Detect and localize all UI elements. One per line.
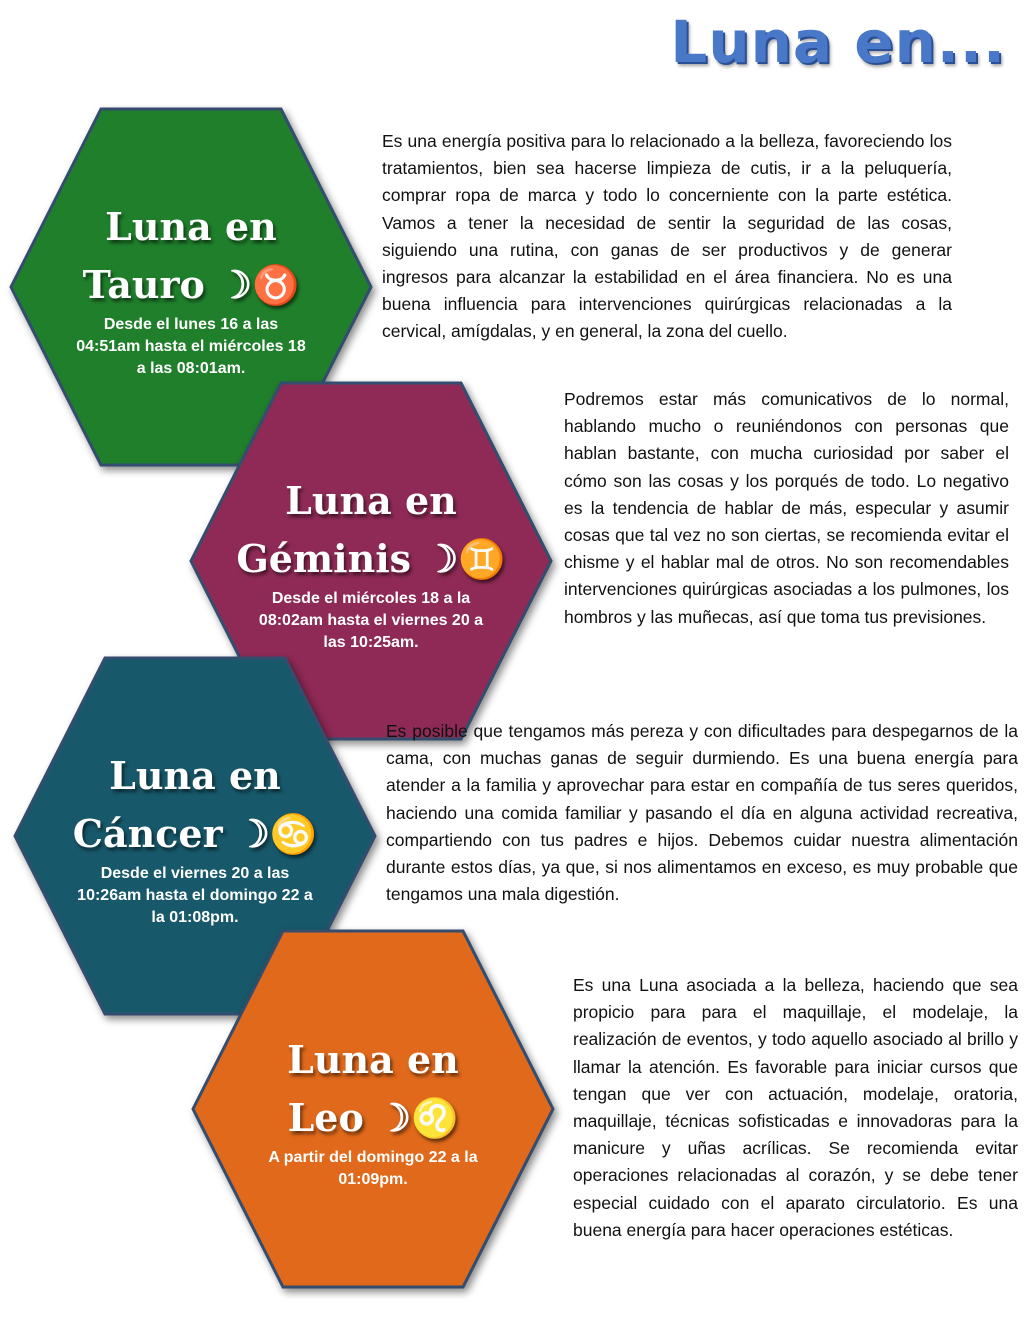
section-title-leo [287,1027,459,1147]
title-line-2: Tauro ☽♉ [82,262,300,307]
description-cancer: Es posible que tengamos más pereza y con dificultades para despegarnos de la cama, con muchas ganas de seguir durmiendo. Es una buena energía para atender a la familia y aprovechar para estar en compañía de tus seres queridos, haciendo una comida familiar y pasando el día en alguna actividad recreativa, compartiendo con tus padres e hijos. Debemos cuidar nuestra alimentación durante estos días, ya que, si nos alimentamos en exceso, es muy probable que tengamos una mala digestión. [386,721,1018,905]
title-line-2: Cáncer ☽♋ [72,811,318,856]
title-line-2: Géminis ☽♊ [236,536,506,581]
hex-content-leo [192,928,554,1290]
section-dates-cancer: Desde el viernes 20 a las 10:26am hasta el domingo 22 a la 01:08pm. [77,865,313,926]
title-line-2: Leo ☽♌ [287,1095,459,1140]
section-title-geminis [236,468,505,588]
title-line-1: Luna en [287,1037,459,1082]
page-title: Luna en... [670,8,1006,76]
section-dates-geminis: Desde el miércoles 18 a la 08:02am hasta el viernes 20 a las 10:25am. [258,590,484,651]
title-line-1: Luna en [105,204,277,249]
section-title-tauro [83,194,300,314]
section-dates-leo: A partir del domingo 22 a la 01:09pm. [268,1149,478,1188]
description-geminis: Podremos estar más comunicativos de lo normal, hablando mucho o reuniéndonos con personas que hablan bastante, con mucha curiosidad por saber el cómo son las cosas y los porqués de todo. Lo negativo es la tendencia de hablar de más, especular y asumir cosas que tal vez no son ciertas, se recomienda evitar el chisme y el hablar mal de otros. No son recomendables intervenciones quirúrgicas asociadas a los pulmones, los hombros y las muñecas, así que toma tus previsiones. [564,389,1009,627]
title-line-1: Luna en [285,478,457,523]
description-tauro: Es una energía positiva para lo relacionado a la belleza, favoreciendo los tratamientos, bien sea hacerse limpieza de cutis, ir a la peluquería, comprar ropa de marca y todo lo concerniente con la parte estética. Vamos a tener la necesidad de sentir la seguridad de las cosas, siguiendo una rutina, con ganas de ser productivos y de generar ingresos para alcanzar la estabilidad en el área financiera. No es una buena influencia para intervenciones quirúrgicas relacionadas a la cervical, amígdalas, y en general, la zona del cuello. [382,131,952,342]
section-title-cancer [73,743,317,863]
description-leo: Es una Luna asociada a la belleza, haciendo que sea propicio para para el maquillaje, el modelaje, la realización de eventos, y todo aquello asociado al brillo y llamar la atención. Es favorable para iniciar cursos que tengan que ver con actuación, modelaje, oratoria, maquillaje, técnicas sofisticadas e innovadoras para la manicure y uñas acrílicas. Se recomienda evitar operaciones relacionadas al corazón, y se debe tener especial cuidado con el aparato circulatorio. Es una buena energía para hacer operaciones estéticas. [573,975,1018,1240]
section-dates-tauro: Desde el lunes 16 a las 04:51am hasta el miércoles 18 a las 08:01am. [76,316,306,377]
title-line-1: Luna en [109,753,281,798]
hex-leo [192,928,554,1290]
